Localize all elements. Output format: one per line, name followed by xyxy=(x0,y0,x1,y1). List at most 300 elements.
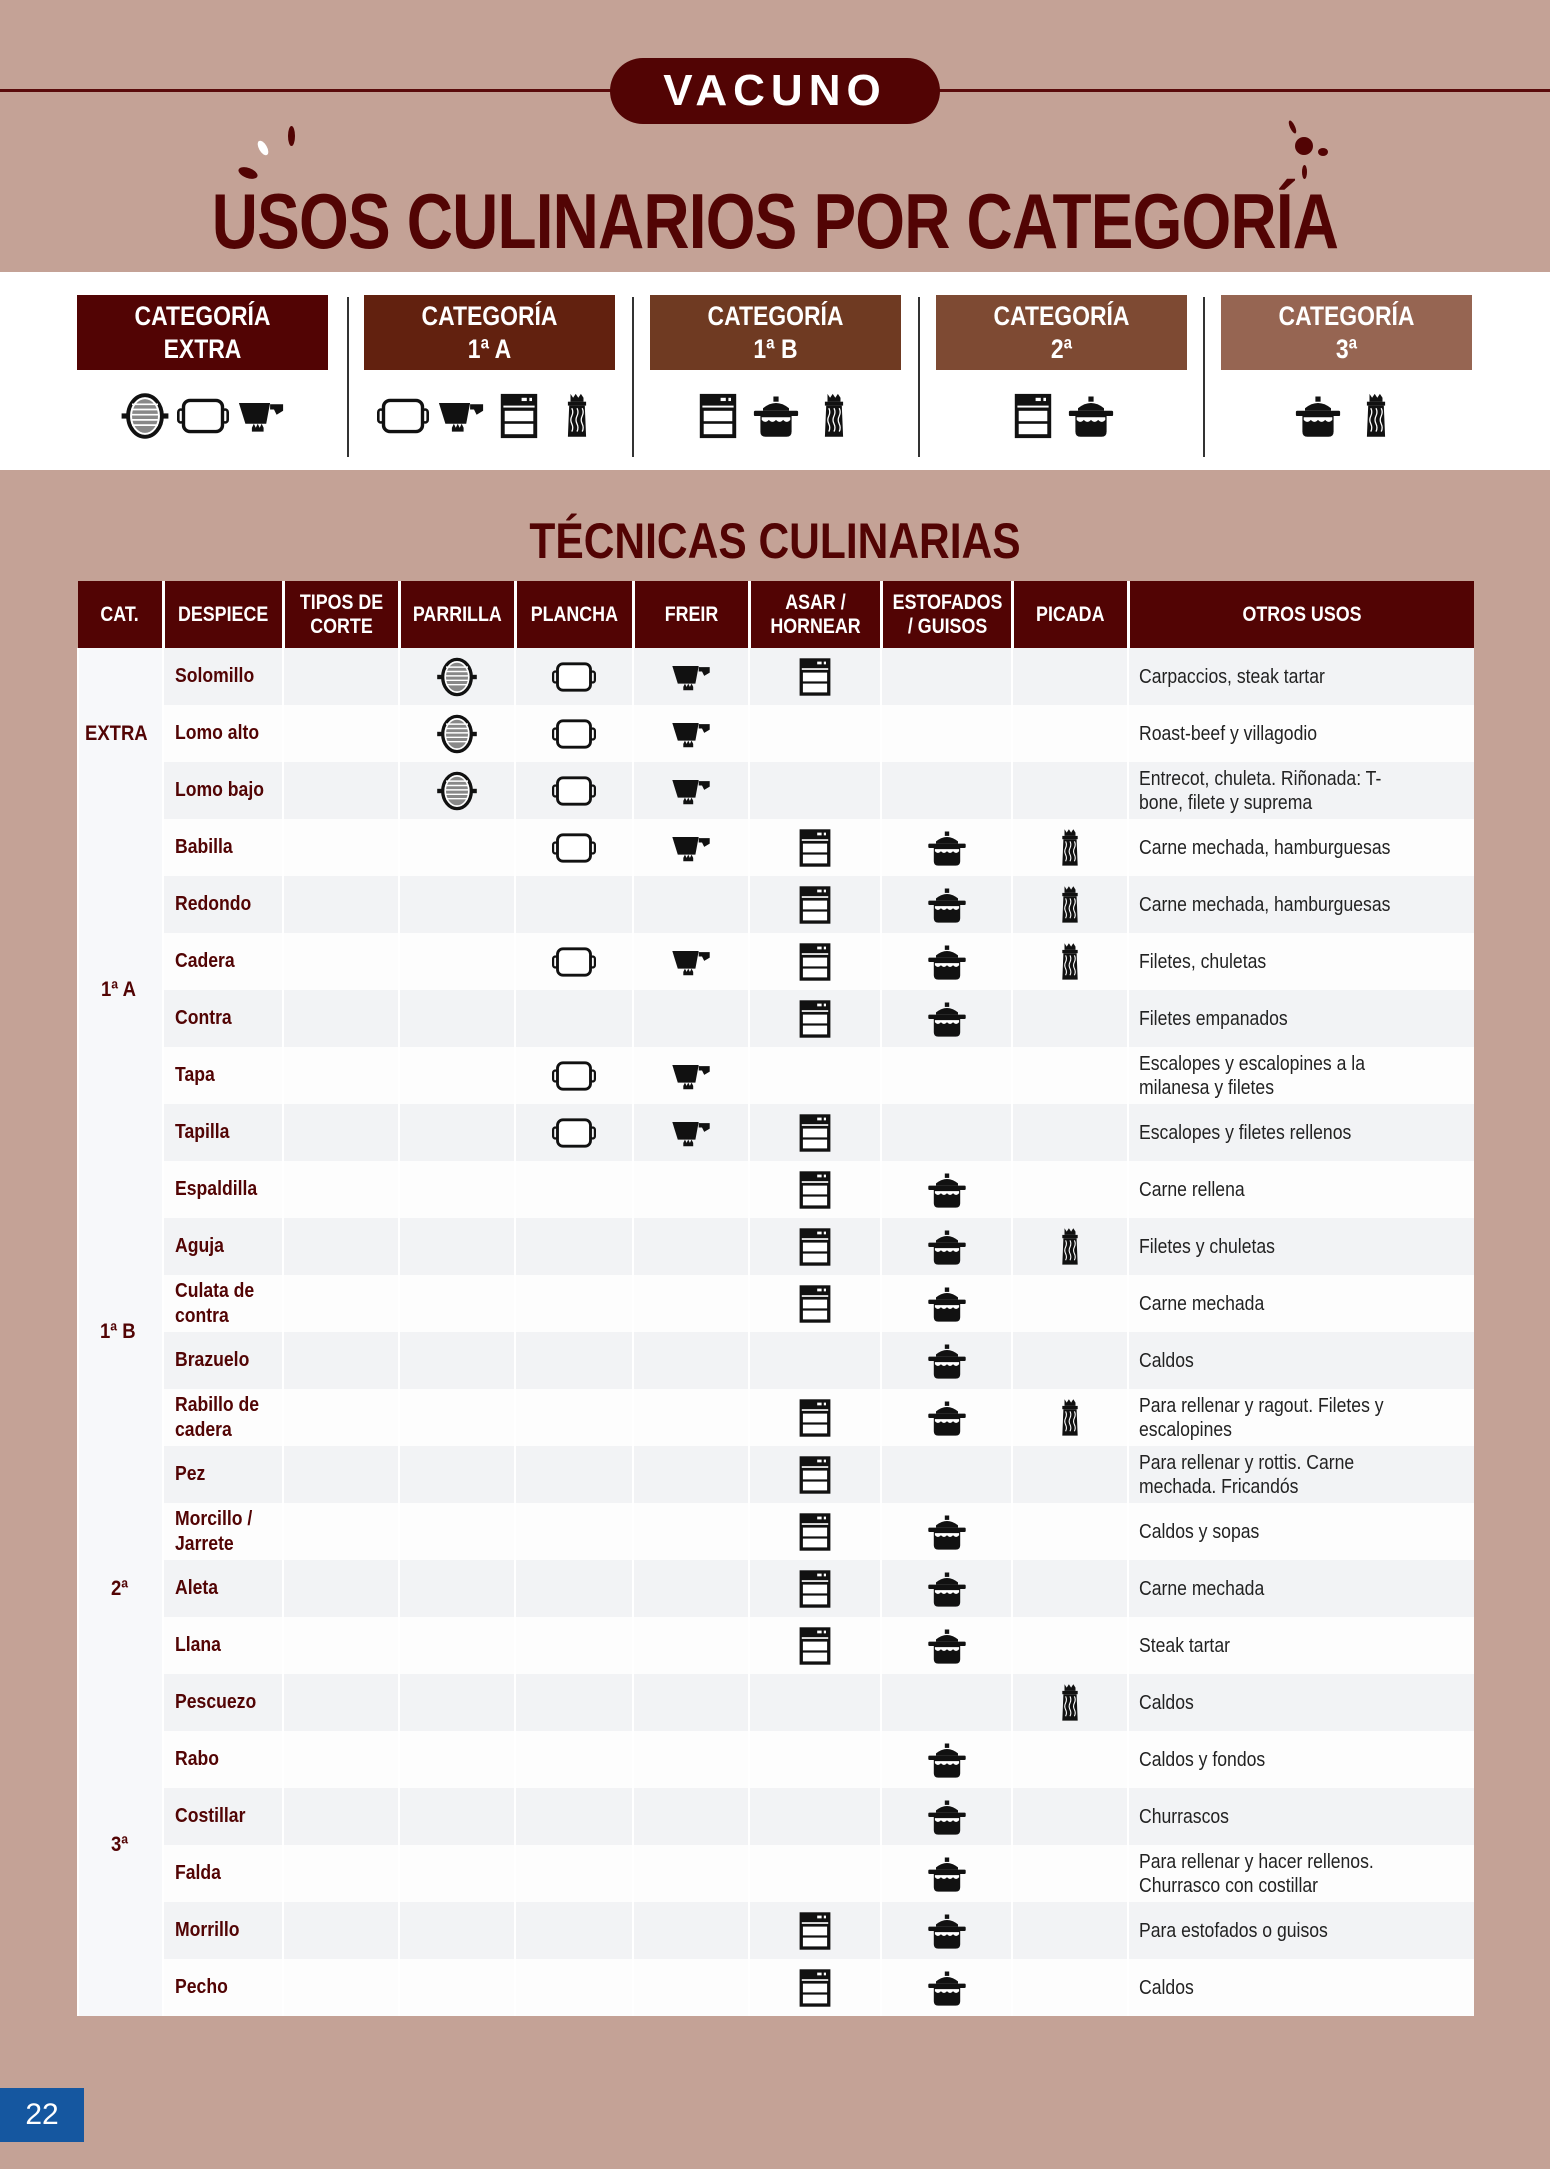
technique-cell-parrilla xyxy=(399,705,515,762)
technique-cell-estofados xyxy=(881,1902,1012,1959)
category-divider xyxy=(347,297,349,457)
technique-cell-tipos xyxy=(283,1047,399,1104)
technique-cell-asar xyxy=(749,1788,881,1845)
other-uses-cell xyxy=(1128,876,1474,933)
category-divider xyxy=(1203,297,1205,457)
other-uses-text: Caldos xyxy=(1139,1349,1194,1372)
meat-mincer-icon xyxy=(1350,390,1402,442)
column-header-tipos xyxy=(283,581,399,648)
technique-cell-parrilla xyxy=(399,1788,515,1845)
technique-cell-asar xyxy=(749,1560,881,1617)
technique-cell-freir xyxy=(633,1617,749,1674)
cut-name-cell xyxy=(163,1674,283,1731)
category-label: CATEGORÍA xyxy=(707,300,844,331)
technique-cell-freir xyxy=(633,1275,749,1332)
technique-cell-parrilla xyxy=(399,1218,515,1275)
section-badge: VACUNO xyxy=(610,58,940,124)
technique-cell-asar xyxy=(749,1047,881,1104)
oven-icon xyxy=(692,390,744,442)
oven-icon xyxy=(793,883,837,927)
meat-mincer-icon xyxy=(1048,883,1092,927)
oven-icon xyxy=(793,1909,837,1953)
technique-cell-asar xyxy=(749,819,881,876)
table-row xyxy=(78,1617,1474,1674)
other-uses-text: Para rellenar y hacer rellenos. Churrasco con costillar xyxy=(1139,1850,1374,1897)
technique-cell-plancha xyxy=(515,648,633,705)
technique-cell-picada xyxy=(1012,1161,1128,1218)
table-row xyxy=(78,1446,1474,1503)
technique-cell-parrilla xyxy=(399,933,515,990)
cut-name-cell xyxy=(163,762,283,819)
technique-cell-picada xyxy=(1012,1902,1128,1959)
other-uses-cell xyxy=(1128,1047,1474,1104)
technique-cell-tipos xyxy=(283,1104,399,1161)
column-header-label: PARRILLA xyxy=(412,602,502,626)
technique-cell-estofados xyxy=(881,1275,1012,1332)
oven-icon xyxy=(793,1225,837,1269)
oven-icon xyxy=(793,1396,837,1440)
column-header-otros xyxy=(1128,581,1474,648)
other-uses-cell xyxy=(1128,1275,1474,1332)
stew-pot-icon xyxy=(925,1168,969,1212)
cut-name: Rabo xyxy=(175,1748,219,1770)
technique-cell-freir xyxy=(633,1845,749,1902)
other-uses-text: Carne mechada xyxy=(1139,1292,1265,1315)
technique-cell-plancha xyxy=(515,1104,633,1161)
technique-cell-asar xyxy=(749,1104,881,1161)
technique-cell-parrilla xyxy=(399,1275,515,1332)
category-label: 1ª A xyxy=(100,978,136,1001)
category-box xyxy=(650,295,901,370)
technique-cell-parrilla xyxy=(399,876,515,933)
technique-cell-tipos xyxy=(283,1674,399,1731)
other-uses-cell xyxy=(1128,1218,1474,1275)
category-label: 3ª xyxy=(1335,333,1358,364)
technique-cell-estofados xyxy=(881,1218,1012,1275)
technique-cell-picada xyxy=(1012,1503,1128,1560)
cut-name-cell xyxy=(163,1047,283,1104)
other-uses-text: Para estofados o guisos xyxy=(1139,1919,1328,1942)
cut-name-cell xyxy=(163,933,283,990)
technique-cell-parrilla xyxy=(399,1560,515,1617)
cut-name-cell xyxy=(163,1389,283,1446)
table-row xyxy=(78,1674,1474,1731)
oven-icon xyxy=(793,1624,837,1668)
technique-cell-picada xyxy=(1012,648,1128,705)
other-uses-text: Churrascos xyxy=(1139,1805,1229,1828)
stew-pot-icon xyxy=(925,1966,969,2010)
oven-icon xyxy=(493,390,545,442)
oven-icon xyxy=(793,1453,837,1497)
other-uses-cell xyxy=(1128,1503,1474,1560)
technique-cell-estofados xyxy=(881,705,1012,762)
technique-cell-asar xyxy=(749,1503,881,1560)
table-row xyxy=(78,1161,1474,1218)
decoration-splash xyxy=(288,126,295,146)
griddle-icon xyxy=(552,940,596,984)
technique-cell-estofados xyxy=(881,1047,1012,1104)
other-uses-cell xyxy=(1128,1731,1474,1788)
technique-cell-picada xyxy=(1012,1959,1128,2016)
cut-name: Costillar xyxy=(175,1805,246,1827)
frying-pan-icon xyxy=(235,390,287,442)
table-row xyxy=(78,1959,1474,2016)
technique-cell-estofados xyxy=(881,819,1012,876)
technique-cell-picada xyxy=(1012,1845,1128,1902)
cut-name: Tapilla xyxy=(175,1121,230,1143)
technique-cell-asar xyxy=(749,648,881,705)
technique-cell-tipos xyxy=(283,1218,399,1275)
technique-cell-asar xyxy=(749,933,881,990)
meat-mincer-icon xyxy=(1048,1681,1092,1725)
technique-cell-freir xyxy=(633,1674,749,1731)
technique-cell-plancha xyxy=(515,1389,633,1446)
technique-cell-freir xyxy=(633,1731,749,1788)
oven-icon xyxy=(793,997,837,1041)
cut-name-cell xyxy=(163,1104,283,1161)
column-header-estofados xyxy=(881,581,1012,648)
technique-cell-plancha xyxy=(515,1503,633,1560)
technique-cell-picada xyxy=(1012,1389,1128,1446)
category-box xyxy=(364,295,615,370)
cut-name-cell xyxy=(163,1902,283,1959)
category-cell xyxy=(78,819,163,1161)
category-cell xyxy=(78,1674,163,2016)
cut-name: Tapa xyxy=(175,1064,215,1086)
technique-cell-freir xyxy=(633,819,749,876)
decoration-splash xyxy=(1295,137,1313,155)
table-row xyxy=(78,1845,1474,1902)
technique-cell-freir xyxy=(633,1047,749,1104)
technique-cell-parrilla xyxy=(399,1446,515,1503)
stew-pot-icon xyxy=(1065,390,1117,442)
cut-name: Lomo bajo xyxy=(175,779,264,801)
technique-cell-parrilla xyxy=(399,1731,515,1788)
technique-cell-freir xyxy=(633,1959,749,2016)
technique-cell-estofados xyxy=(881,1788,1012,1845)
other-uses-cell xyxy=(1128,1674,1474,1731)
griddle-icon xyxy=(552,826,596,870)
stew-pot-icon xyxy=(925,1396,969,1440)
cut-name-cell xyxy=(163,705,283,762)
technique-cell-parrilla xyxy=(399,1104,515,1161)
column-header-freir xyxy=(633,581,749,648)
technique-cell-picada xyxy=(1012,1275,1128,1332)
decoration-splash xyxy=(256,139,271,157)
category-box xyxy=(936,295,1187,370)
technique-cell-parrilla xyxy=(399,1503,515,1560)
cut-name-cell xyxy=(163,1218,283,1275)
technique-cell-plancha xyxy=(515,1332,633,1389)
column-header-cat xyxy=(78,581,163,648)
cut-name: Llana xyxy=(175,1634,221,1656)
category-box xyxy=(1221,295,1472,370)
technique-cell-asar xyxy=(749,1845,881,1902)
frying-pan-icon xyxy=(435,390,487,442)
technique-cell-parrilla xyxy=(399,762,515,819)
stew-pot-icon xyxy=(925,883,969,927)
technique-cell-picada xyxy=(1012,1560,1128,1617)
technique-cell-estofados xyxy=(881,1446,1012,1503)
technique-cell-estofados xyxy=(881,933,1012,990)
other-uses-cell xyxy=(1128,1446,1474,1503)
cut-name: Pescuezo xyxy=(175,1691,257,1713)
other-uses-text: Escalopes y filetes rellenos xyxy=(1139,1121,1352,1144)
cut-name: Falda xyxy=(175,1862,221,1884)
other-uses-text: Carne mechada xyxy=(1139,1577,1265,1600)
cut-name-cell xyxy=(163,1617,283,1674)
technique-cell-estofados xyxy=(881,1674,1012,1731)
category-label: CATEGORÍA xyxy=(993,300,1130,331)
stew-pot-icon xyxy=(925,1510,969,1554)
meat-mincer-icon xyxy=(1048,1225,1092,1269)
column-header-label: ASAR / HORNEAR xyxy=(769,590,861,638)
table-row xyxy=(78,1332,1474,1389)
cut-name: Rabillo de cadera xyxy=(175,1393,260,1441)
cut-name: Morrillo xyxy=(175,1919,240,1941)
technique-cell-picada xyxy=(1012,705,1128,762)
other-uses-cell xyxy=(1128,1104,1474,1161)
techniques-title: TÉCNICAS CULINARIAS xyxy=(529,513,1021,569)
griddle-icon xyxy=(377,390,429,442)
technique-cell-asar xyxy=(749,1218,881,1275)
technique-cell-parrilla xyxy=(399,1332,515,1389)
stew-pot-icon xyxy=(750,390,802,442)
cut-name-cell xyxy=(163,1503,283,1560)
table-row xyxy=(78,1902,1474,1959)
cut-name-cell xyxy=(163,1845,283,1902)
column-header-label: CAT. xyxy=(100,602,139,626)
cut-name: Lomo alto xyxy=(175,722,260,744)
technique-cell-tipos xyxy=(283,1788,399,1845)
cut-name: Solomillo xyxy=(175,665,255,687)
technique-cell-tipos xyxy=(283,1389,399,1446)
technique-cell-tipos xyxy=(283,1332,399,1389)
technique-cell-tipos xyxy=(283,1560,399,1617)
table-row xyxy=(78,1218,1474,1275)
technique-cell-plancha xyxy=(515,1788,633,1845)
technique-cell-parrilla xyxy=(399,990,515,1047)
cut-name: Cadera xyxy=(175,950,235,972)
technique-cell-estofados xyxy=(881,990,1012,1047)
technique-cell-estofados xyxy=(881,762,1012,819)
category-label: CATEGORÍA xyxy=(1278,300,1415,331)
category-icons xyxy=(364,388,615,444)
oven-icon xyxy=(793,1282,837,1326)
technique-cell-parrilla xyxy=(399,1902,515,1959)
technique-cell-plancha xyxy=(515,1275,633,1332)
technique-cell-picada xyxy=(1012,1617,1128,1674)
table-row xyxy=(78,876,1474,933)
other-uses-text: Carpaccios, steak tartar xyxy=(1139,665,1325,688)
technique-cell-estofados xyxy=(881,1560,1012,1617)
technique-cell-freir xyxy=(633,705,749,762)
category-icons xyxy=(650,388,901,444)
oven-icon xyxy=(793,1567,837,1611)
column-header-label: PLANCHA xyxy=(530,602,618,626)
table-row xyxy=(78,1731,1474,1788)
technique-cell-parrilla xyxy=(399,1845,515,1902)
cut-name: Redondo xyxy=(175,893,252,915)
meat-mincer-icon xyxy=(551,390,603,442)
other-uses-cell xyxy=(1128,1389,1474,1446)
cut-name: Culata de contra xyxy=(175,1279,255,1327)
oven-icon xyxy=(793,1510,837,1554)
other-uses-text: Filetes empanados xyxy=(1139,1007,1288,1030)
technique-cell-estofados xyxy=(881,876,1012,933)
other-uses-text: Carne rellena xyxy=(1139,1178,1245,1201)
technique-cell-parrilla xyxy=(399,1161,515,1218)
technique-cell-tipos xyxy=(283,1731,399,1788)
technique-cell-estofados xyxy=(881,1104,1012,1161)
technique-cell-estofados xyxy=(881,648,1012,705)
technique-cell-picada xyxy=(1012,1047,1128,1104)
table-row xyxy=(78,648,1474,705)
cut-name: Pez xyxy=(175,1463,206,1485)
technique-cell-plancha xyxy=(515,1959,633,2016)
technique-cell-plancha xyxy=(515,705,633,762)
technique-cell-tipos xyxy=(283,1902,399,1959)
cut-name: Aguja xyxy=(175,1235,224,1257)
other-uses-text: Filetes y chuletas xyxy=(1139,1235,1275,1258)
technique-cell-picada xyxy=(1012,1731,1128,1788)
technique-cell-freir xyxy=(633,1446,749,1503)
other-uses-text: Caldos xyxy=(1139,1976,1194,1999)
other-uses-cell xyxy=(1128,819,1474,876)
stew-pot-icon xyxy=(925,1909,969,1953)
other-uses-text: Caldos y sopas xyxy=(1139,1520,1260,1543)
technique-cell-freir xyxy=(633,1218,749,1275)
other-uses-cell xyxy=(1128,1959,1474,2016)
cut-name-cell xyxy=(163,876,283,933)
technique-cell-picada xyxy=(1012,990,1128,1047)
cut-name-cell xyxy=(163,1731,283,1788)
oven-icon xyxy=(793,1966,837,2010)
technique-cell-freir xyxy=(633,1788,749,1845)
grill-icon xyxy=(435,769,479,813)
frying-pan-icon xyxy=(669,1111,713,1155)
other-uses-text: Entrecot, chuleta. Riñonada: T-bone, filete y suprema xyxy=(1139,767,1382,814)
category-label: CATEGORÍA xyxy=(421,300,558,331)
technique-cell-freir xyxy=(633,648,749,705)
technique-cell-tipos xyxy=(283,648,399,705)
cut-name-cell xyxy=(163,1446,283,1503)
category-label: 2ª xyxy=(1050,333,1073,364)
technique-cell-plancha xyxy=(515,1731,633,1788)
decoration-splash xyxy=(1318,148,1328,156)
cut-name-cell xyxy=(163,990,283,1047)
stew-pot-icon xyxy=(925,826,969,870)
technique-cell-freir xyxy=(633,876,749,933)
technique-cell-estofados xyxy=(881,1389,1012,1446)
technique-cell-estofados xyxy=(881,1617,1012,1674)
technique-cell-asar xyxy=(749,1332,881,1389)
column-header-label: ESTOFADOS / GUISOS xyxy=(892,590,1002,638)
meat-mincer-icon xyxy=(1048,826,1092,870)
stew-pot-icon xyxy=(925,1795,969,1839)
technique-cell-parrilla xyxy=(399,1389,515,1446)
stew-pot-icon xyxy=(925,1567,969,1611)
category-cell xyxy=(78,648,163,819)
other-uses-text: Steak tartar xyxy=(1139,1634,1230,1657)
grill-icon xyxy=(435,712,479,756)
griddle-icon xyxy=(552,655,596,699)
stew-pot-icon xyxy=(925,1852,969,1896)
other-uses-cell xyxy=(1128,1332,1474,1389)
other-uses-cell xyxy=(1128,990,1474,1047)
cut-name: Brazuelo xyxy=(175,1349,250,1371)
technique-cell-freir xyxy=(633,990,749,1047)
technique-cell-tipos xyxy=(283,705,399,762)
technique-cell-picada xyxy=(1012,1104,1128,1161)
category-label: 1ª A xyxy=(467,333,512,364)
oven-icon xyxy=(793,1168,837,1212)
technique-cell-tipos xyxy=(283,1275,399,1332)
table-row xyxy=(78,762,1474,819)
technique-cell-plancha xyxy=(515,1902,633,1959)
griddle-icon xyxy=(552,769,596,813)
cut-name: Pecho xyxy=(175,1976,228,1998)
other-uses-cell xyxy=(1128,1560,1474,1617)
technique-cell-freir xyxy=(633,1104,749,1161)
technique-cell-tipos xyxy=(283,1161,399,1218)
technique-cell-picada xyxy=(1012,933,1128,990)
stew-pot-icon xyxy=(925,1339,969,1383)
griddle-icon xyxy=(552,712,596,756)
column-header-parrilla xyxy=(399,581,515,648)
table-row xyxy=(78,1047,1474,1104)
frying-pan-icon xyxy=(669,712,713,756)
technique-cell-plancha xyxy=(515,1218,633,1275)
griddle-icon xyxy=(552,1054,596,1098)
frying-pan-icon xyxy=(669,940,713,984)
technique-cell-picada xyxy=(1012,876,1128,933)
oven-icon xyxy=(793,655,837,699)
other-uses-cell xyxy=(1128,1845,1474,1902)
other-uses-cell xyxy=(1128,1902,1474,1959)
technique-cell-picada xyxy=(1012,1788,1128,1845)
stew-pot-icon xyxy=(925,1225,969,1269)
technique-cell-asar xyxy=(749,705,881,762)
cut-name-cell xyxy=(163,648,283,705)
technique-cell-parrilla xyxy=(399,1674,515,1731)
category-label: CATEGORÍA xyxy=(134,300,271,331)
griddle-icon xyxy=(552,1111,596,1155)
griddle-icon xyxy=(177,390,229,442)
stew-pot-icon xyxy=(925,1282,969,1326)
technique-cell-plancha xyxy=(515,933,633,990)
technique-cell-plancha xyxy=(515,1161,633,1218)
grill-icon xyxy=(435,655,479,699)
technique-cell-plancha xyxy=(515,1674,633,1731)
technique-cell-tipos xyxy=(283,876,399,933)
technique-cell-parrilla xyxy=(399,1617,515,1674)
column-header-label: DESPIECE xyxy=(177,602,269,626)
other-uses-text: Carne mechada, hamburguesas xyxy=(1139,893,1391,916)
technique-cell-plancha xyxy=(515,819,633,876)
technique-cell-plancha xyxy=(515,990,633,1047)
column-header-label: FREIR xyxy=(664,602,718,626)
oven-icon xyxy=(793,940,837,984)
technique-cell-tipos xyxy=(283,1845,399,1902)
technique-cell-freir xyxy=(633,1389,749,1446)
technique-cell-freir xyxy=(633,933,749,990)
column-header-picada xyxy=(1012,581,1128,648)
cut-name: Babilla xyxy=(175,836,233,858)
technique-cell-tipos xyxy=(283,1503,399,1560)
technique-cell-estofados xyxy=(881,1503,1012,1560)
oven-icon xyxy=(793,1111,837,1155)
